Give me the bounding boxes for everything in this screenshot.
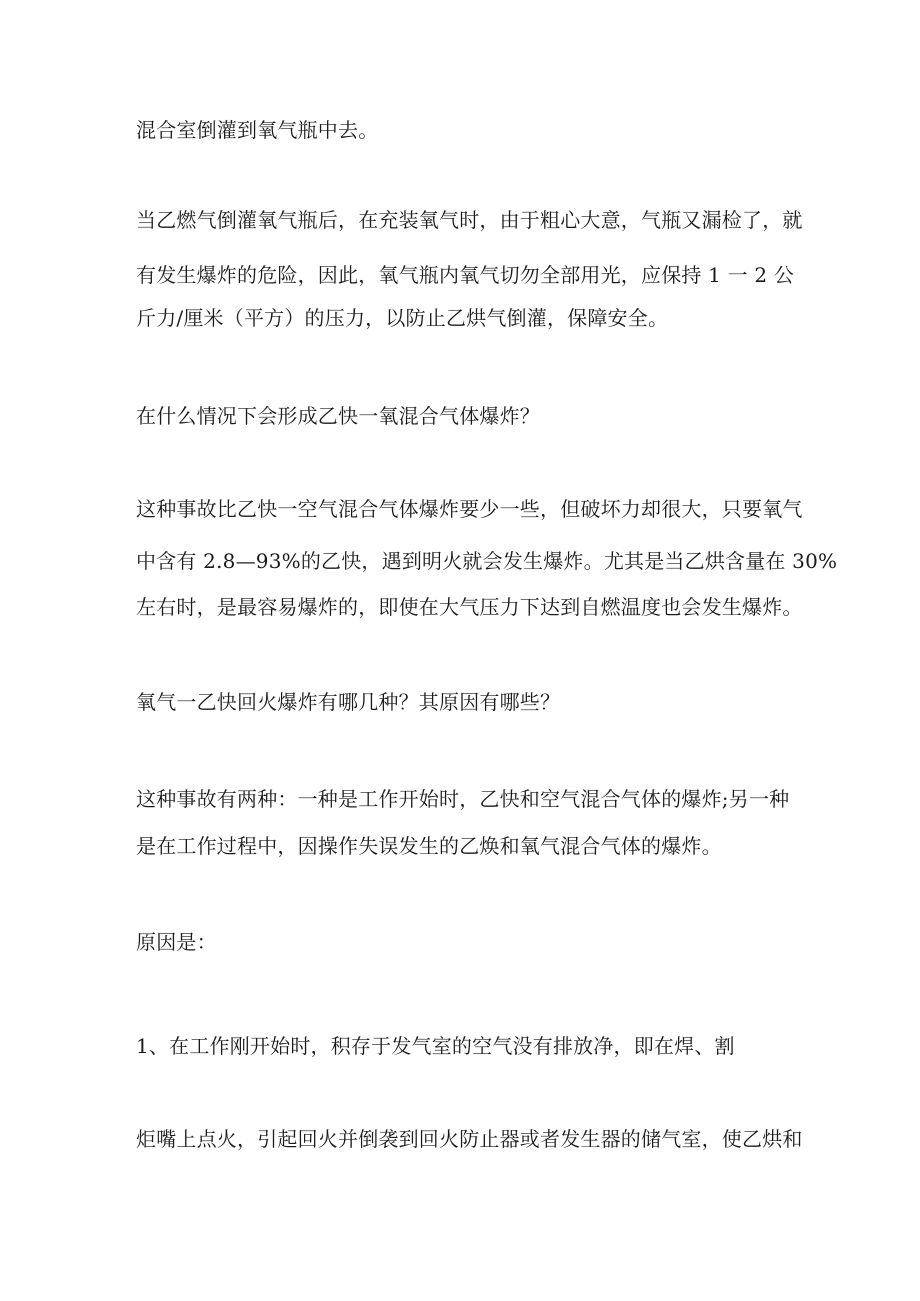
paragraph-line: 有发生爆炸的危险，因此，氧气瓶内氧气切勿全部用光，应保持 1 一 2 公 <box>136 263 795 287</box>
paragraph-line: 斤力/厘米（平方）的压力，以防止乙烘气倒灌，保障安全。 <box>136 306 669 330</box>
paragraph-line: 左右时，是最容易爆炸的，即使在大气压力下达到自燃温度也会发生爆炸。 <box>136 595 803 619</box>
paragraph-line: 原因是： <box>136 930 217 954</box>
paragraph-line: 炬嘴上点火，引起回火并倒袭到回火防止器或者发生器的储气室，使乙烘和 <box>136 1127 803 1151</box>
question-heading: 氧气一乙快回火爆炸有哪几种？其原因有哪些？ <box>136 690 561 714</box>
paragraph-line: 这种事故比乙快一空气混合气体爆炸要少一些，但破坏力却很大，只要氧气 <box>136 497 803 521</box>
paragraph-line: 这种事故有两种：一种是工作开始时，乙快和空气混合气体的爆炸;另一种 <box>136 787 790 811</box>
question-heading: 在什么情况下会形成乙快一氧混合气体爆炸？ <box>136 404 540 428</box>
paragraph-line: 1、在工作刚开始时，积存于发气室的空气没有排放净，即在焊、割 <box>136 1034 735 1058</box>
paragraph-line: 中含有 2.8—93%的乙快，遇到明火就会发生爆炸。尤其是当乙烘含量在 30% <box>136 549 838 573</box>
paragraph-line: 是在工作过程中，因操作失误发生的乙焕和氧气混合气体的爆炸。 <box>136 834 722 858</box>
paragraph-line: 当乙燃气倒灌氧气瓶后，在充装氧气时，由于粗心大意，气瓶又漏检了，就 <box>136 208 803 232</box>
paragraph-line: 混合室倒灌到氧气瓶中去。 <box>136 118 379 142</box>
